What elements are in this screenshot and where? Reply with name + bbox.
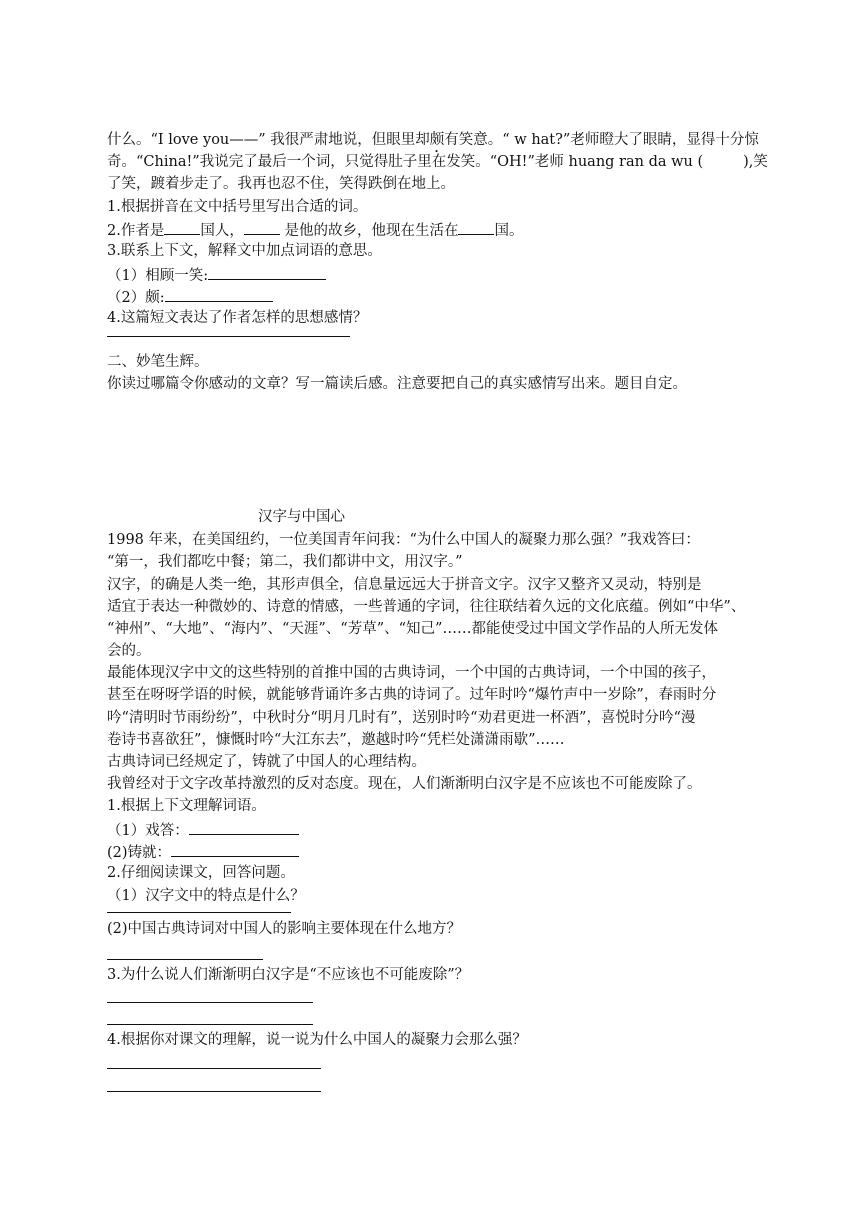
article-title: 汉字与中国心: [258, 509, 345, 525]
question-1: 1.根据拼音在文中括号里写出合适的词。: [107, 199, 368, 215]
section-prompt: 你读过哪篇令你感动的文章？写一篇读后感。注意要把自己的真实感情写出来。题目自定。: [107, 376, 687, 392]
story-text: 什么。“I love you——” 我很严肃地说，但眼里却: [107, 132, 430, 148]
story-text: ),笑: [743, 154, 768, 170]
story-text: 奇。“China!”我说完了最后一个词，只觉得肚子里在发笑。“OH!”老师 huang ran da wu (: [107, 154, 704, 170]
paragraph-line: “第一，我们都吃中餐；第二，我们都讲中文，用汉字。”: [107, 554, 463, 570]
answer-blank[interactable]: [189, 819, 299, 835]
paragraph-line: 汉字，的确是人类一绝，其形声俱全，信息量远远大于拼音文字。汉字又整齐又灵动，特别是: [107, 577, 702, 593]
answer-line[interactable]: [107, 336, 350, 337]
question-text: (2)铸就：: [107, 845, 172, 861]
paragraph-line: 吟“清明时节雨纷纷”，中秋时分“明月几时有”，送别时吟“劝君更进一杯酒”，喜悦时分吟“漫: [107, 710, 696, 726]
question-text: 2.作者是: [107, 223, 165, 239]
paragraph-line: 我曾经对于文字改革持激烈的反对态度。现在，人们渐渐明白汉字是不应该也不可能废除了。: [107, 776, 702, 792]
story-text: 有笑意。“ w hat?”老师瞪大了眼睛，显得十分惊: [444, 132, 759, 148]
question-text: 国人，: [200, 223, 244, 239]
question-3: 3.为什么说人们渐渐明白汉字是“不应该也不可能废除”？: [107, 967, 470, 983]
dotted-word: 颇: [429, 132, 445, 148]
answer-line[interactable]: [107, 1068, 321, 1069]
question-4: 4.根据你对课文的理解，说一说为什么中国人的凝聚力会那么强？: [107, 1032, 527, 1048]
answer-line[interactable]: [107, 959, 263, 960]
answer-line[interactable]: [107, 1091, 321, 1092]
answer-blank[interactable]: [165, 286, 273, 302]
answer-blank[interactable]: [244, 219, 280, 235]
answer-line[interactable]: [107, 1024, 313, 1025]
question-1-2: [107, 841, 299, 863]
question-text: （1）戏答：: [107, 823, 189, 839]
question-text: （2）颇:: [107, 290, 165, 306]
paragraph-line: 最能体现汉字中文的这些特别的首推中国的古典诗词，一个中国的古典诗词，一个中国的孩子，: [107, 665, 716, 681]
paragraph-line: 甚至在呀呀学语的时候，就能够背诵许多古典的诗词了。过年时吟“爆竹声中一岁除”，春雨时分: [107, 687, 717, 703]
section-heading: 二、妙笔生辉。: [107, 354, 209, 370]
answer-blank[interactable]: [171, 841, 299, 857]
paragraph-line: 适宜于表达一种微妙的、诗意的情感，一些普通的字词，往往联结着久远的文化底蕴。例如“中华”、: [107, 599, 746, 615]
paragraph-line: 1998 年来，在美国纽约，一位美国青年问我：“为什么中国人的凝聚力那么强？”我戏答曰：: [107, 532, 700, 548]
question-2: 2.仔细阅读课文，回答问题。: [107, 865, 295, 881]
answer-blank[interactable]: [208, 264, 326, 280]
question-2-1: （1）汉字文中的特点是什么？: [107, 888, 305, 904]
answer-line[interactable]: [107, 912, 291, 913]
question-1-1: [107, 819, 299, 841]
question-text: 是他的故乡，他现在生活在: [279, 223, 459, 239]
question-1: 1.根据上下文理解词语。: [107, 798, 266, 814]
paragraph-line: 古典诗词已经规定了，铸就了中国人的心理结构。: [107, 754, 426, 770]
story-line-3: 了笑，踱着步走了。我再也忍不住，笑得跌倒在地上。: [107, 176, 455, 192]
story-line-2: [107, 152, 768, 172]
question-text: 国。: [494, 223, 524, 239]
answer-line[interactable]: [107, 1002, 313, 1003]
answer-blank[interactable]: [164, 219, 200, 235]
answer-blank[interactable]: [458, 219, 494, 235]
question-3: 3.联系上下文，解释文中加点词语的意思。: [107, 243, 382, 259]
paragraph-line: 会的。: [107, 643, 151, 659]
question-2: [107, 219, 523, 241]
paragraph-line: “神州”、“大地”、“海内”、“天涯”、“芳草”、“知己”……都能使受过中国文学作品的人所无发体: [107, 621, 718, 637]
paragraph-line: 卷诗书喜欲狂”，慷慨时吟“大江东去”，邀越时吟“凭栏处潇潇雨歇”……: [107, 732, 565, 748]
question-2-2: (2)中国古典诗词对中国人的影响主要体现在什么地方？: [107, 921, 462, 937]
question-3-1: [107, 264, 326, 286]
question-text: （1）相顾一笑:: [107, 268, 209, 284]
question-3-2: [107, 286, 273, 308]
question-4: 4.这篇短文表达了作者怎样的思想感情？: [107, 310, 368, 326]
